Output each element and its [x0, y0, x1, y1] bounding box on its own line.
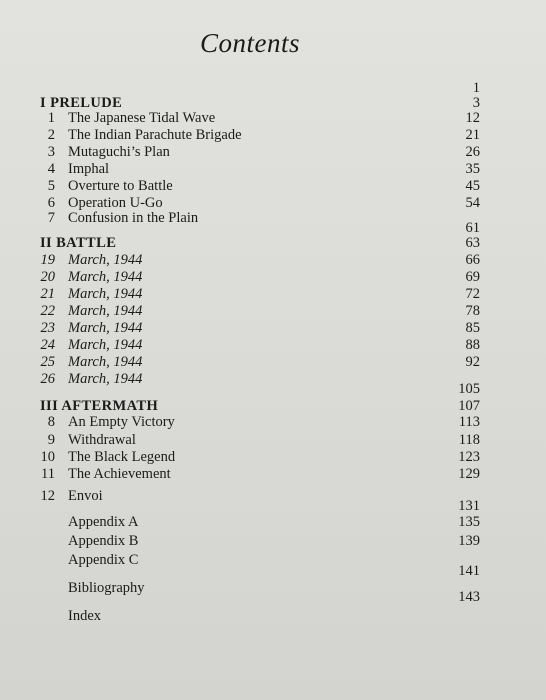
page-number: 139 [458, 533, 480, 549]
entry-number: 9 [47, 432, 55, 448]
entry-title: Appendix A [68, 514, 139, 530]
entry-title: Overture to Battle [68, 178, 173, 194]
entry-title: Envoi [68, 488, 103, 504]
entry-number: 6 [47, 195, 55, 211]
entry-number: 19 [40, 252, 55, 268]
entry-number: 7 [47, 210, 55, 226]
entry-number: 21 [40, 286, 55, 302]
entry-number: 25 [40, 354, 55, 370]
page-number: 35 [465, 161, 480, 177]
date-entry: March, 1944 [68, 371, 143, 387]
entry-number: 8 [47, 414, 55, 430]
part-heading: II BATTLE [40, 235, 117, 251]
page-number: 66 [465, 252, 480, 268]
part-heading: I PRELUDE [40, 95, 123, 111]
entry-title: The Indian Parachute Brigade [68, 127, 242, 143]
entry-number: 10 [40, 449, 55, 465]
page-number: 21 [465, 127, 480, 143]
entry-title: Imphal [68, 161, 110, 177]
page-number: 72 [465, 286, 480, 302]
page-number: 141 [458, 563, 480, 579]
entry-number: 23 [40, 320, 55, 336]
entry-number: 24 [40, 337, 55, 353]
page-number: 78 [465, 303, 480, 319]
entry-title: An Empty Victory [68, 414, 175, 430]
entry-number: 22 [40, 303, 55, 319]
page-number: 123 [458, 449, 480, 465]
entry-number: 2 [47, 127, 55, 143]
date-entry: March, 1944 [68, 320, 143, 336]
page-number: 26 [465, 144, 480, 160]
page-number: 135 [458, 514, 480, 530]
page-number: 69 [465, 269, 480, 285]
page-number: 105 [458, 381, 480, 397]
entry-title: Appendix B [68, 533, 139, 549]
page-number: 131 [458, 498, 480, 514]
page-number: 118 [458, 432, 480, 448]
date-entry: March, 1944 [68, 303, 143, 319]
page-number: 113 [458, 414, 480, 430]
page-number: 3 [472, 95, 480, 111]
page-number: 92 [465, 354, 480, 370]
entry-number: 4 [47, 161, 55, 177]
entry-title: Mutaguchi’s Plan [68, 144, 170, 160]
entry-title: Index [68, 608, 102, 624]
page-number: 63 [465, 235, 480, 251]
entry-number: 3 [47, 144, 55, 160]
entry-title: The Japanese Tidal Wave [68, 110, 216, 126]
page-number: 61 [465, 220, 480, 236]
part-heading: III AFTERMATH [40, 398, 159, 414]
entry-number: 1 [47, 110, 55, 126]
page-number: 54 [465, 195, 480, 211]
entry-number: 12 [40, 488, 55, 504]
entry-number: 26 [40, 371, 55, 387]
entry-number: 20 [40, 269, 55, 285]
page-number: 88 [465, 337, 480, 353]
date-entry: March, 1944 [68, 286, 143, 302]
entry-title: The Achievement [68, 466, 171, 482]
entry-title: Bibliography [68, 580, 145, 596]
entry-number: 11 [41, 466, 55, 482]
date-entry: March, 1944 [68, 337, 143, 353]
date-entry: March, 1944 [68, 269, 143, 285]
page-title: Contents [199, 28, 300, 58]
page-number: 129 [458, 466, 480, 482]
page-number: 12 [465, 110, 480, 126]
entry-number: 5 [47, 178, 55, 194]
page-number: 143 [458, 589, 480, 605]
entry-title: Withdrawal [68, 432, 136, 448]
date-entry: March, 1944 [68, 252, 143, 268]
page-number: 85 [465, 320, 480, 336]
page-number: 1 [472, 80, 480, 96]
entry-title: Operation U-Go [68, 195, 163, 211]
page-number: 45 [465, 178, 480, 194]
entry-title: Appendix C [68, 552, 139, 568]
entry-title: Confusion in the Plain [68, 210, 199, 226]
entry-title: The Black Legend [68, 449, 176, 465]
date-entry: March, 1944 [68, 354, 143, 370]
page-number: 107 [458, 398, 480, 414]
